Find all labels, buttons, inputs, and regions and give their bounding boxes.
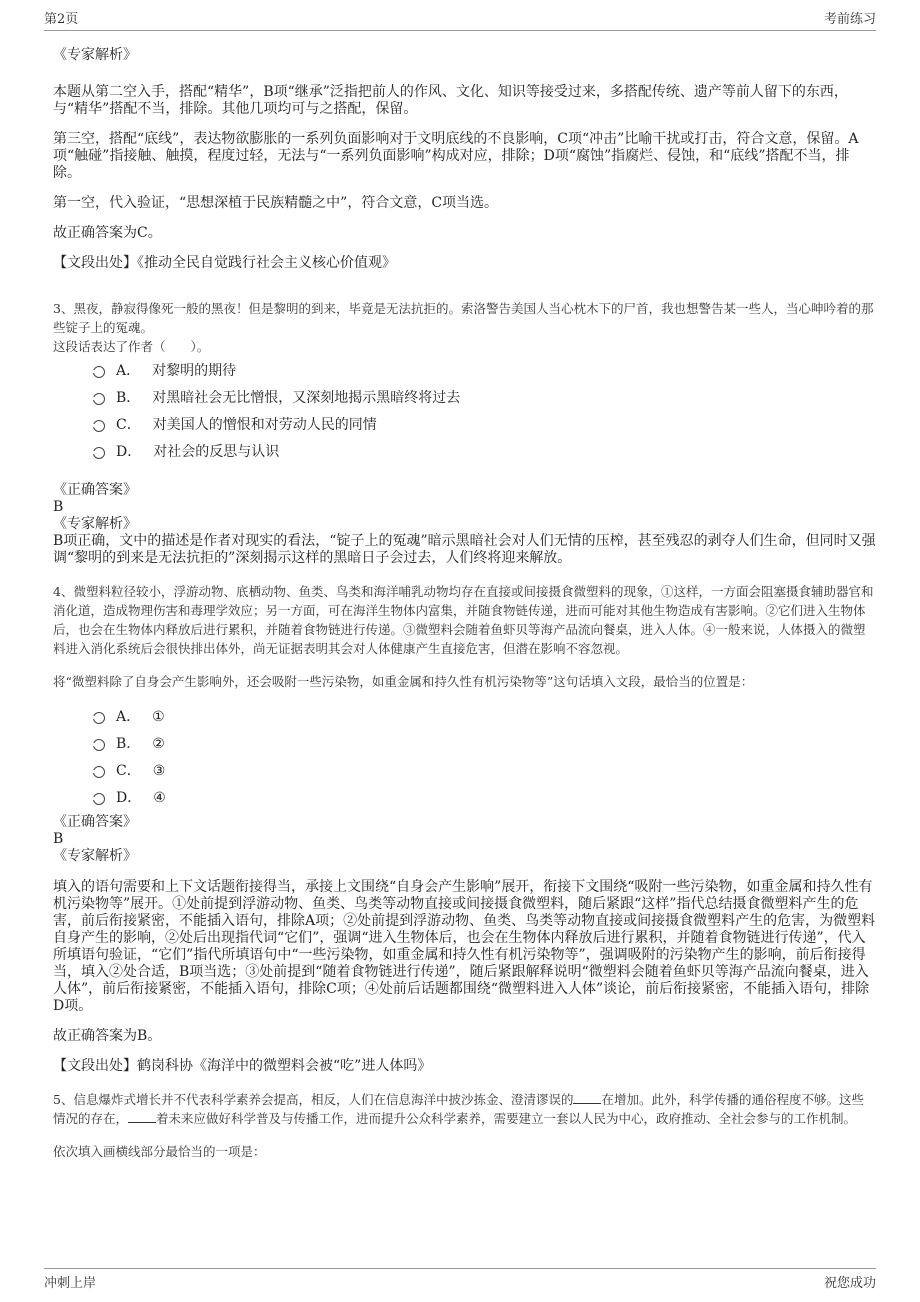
answer-conclusion: 故正确答案为B。 xyxy=(53,1028,162,1044)
page-content xyxy=(53,40,876,1161)
header-title: 考前练习 xyxy=(823,12,876,27)
radio-icon[interactable] xyxy=(93,420,105,432)
radio-icon[interactable] xyxy=(93,366,105,378)
footer-right-text: 祝您成功 xyxy=(823,1276,876,1291)
question-stem: 3、黑夜，静寂得像死一般的黑夜！但是黎明的到来，毕竟是无法抗拒的。索洛警告美国人当心枕木下的尸首，我也想警告某一些人，当心呻吟着的那些锭子上的冤魂。 xyxy=(53,301,874,335)
option-d[interactable]: D． 对社会的反思与认识 xyxy=(53,441,876,468)
option-c[interactable]: C． ③ xyxy=(53,760,876,787)
option-a[interactable]: A． 对黎明的期待 xyxy=(53,360,876,387)
radio-icon[interactable] xyxy=(93,393,105,405)
analysis-paragraph: 填入的语句需要和上下文话题衔接得当，承接上文围绕“自身会产生影响”展开，衔接下文围绕“吸附一些污染物，如重金属和持久性有机污染物等”展开。①处前提到浮游动物、鱼类、鸟类等动物直接或间接摄食微塑料，随后紧跟“这样”指代总结摄食微塑料产生的危害，前后衔接紧密，不能插入语句，排除A项；②处前提到浮游动物、鱼类、鸟类等动物直接或间接摄食微塑料产生的危害，为微塑料自身产生的影响，②处后出现指代词“它们”，强调“进入生物体后，也会在生物体内释放后进行累积，并随着食物链进行传递”，代入所填语句验证，“它们”指代所填语句中“一些污染物，如重金属和持久性有机污染物等”，强调吸附的污染物产生的影响，前后衔接得当，填入②处合适，B项当选；③处前提到“随着食物链进行传递”，随后紧跟解释说明“微塑料会随着鱼虾贝等海产品流向餐桌，进入人体”，前后衔接紧密，不能插入语句，排除C项；④处前后话题都围绕“微塑料进入人体”谈论，前后衔接紧密，不能插入语句，排除D项。 xyxy=(53,879,876,1014)
answer-label: 《正确答案》 xyxy=(53,482,137,498)
option-b[interactable]: B． ② xyxy=(53,733,876,760)
analysis-paragraph: 第一空，代入验证，“思想深植于民族精髓之中”，符合文意，C项当选。 xyxy=(53,195,499,211)
analysis-paragraph: B项正确，文中的描述是作者对现实的看法，“锭子上的冤魂”暗示黑暗社会对人们无情的压榨，甚至残忍的剥夺人们生命，但同时又强调“黎明的到来是无法抗拒的”深刻揭示这样的黑暗日子会过去，人们终将迎来解放。 xyxy=(53,533,876,566)
page-number: 第2页 xyxy=(44,12,79,27)
fill-blank xyxy=(573,1091,601,1104)
expert-label: 《专家解析》 xyxy=(53,516,137,532)
expert-label: 《专家解析》 xyxy=(53,848,137,864)
option-d[interactable]: D． ④ xyxy=(53,787,876,814)
question-ask: 依次填入画横线部分最恰当的一项是： xyxy=(53,1144,266,1159)
expert-label: 《专家解析》 xyxy=(53,47,137,63)
source-citation: 【文段出处】鹤岗科协《海洋中的微塑料会被“吃”进人体吗》 xyxy=(53,1058,432,1074)
radio-icon[interactable] xyxy=(93,793,105,805)
question-stem: 4、微塑料粒径较小，浮游动物、底栖动物、鱼类、鸟类和海洋哺乳动物均存在直接或间接摄食微塑料的现象，①这样，一方面会阻塞摄食辅助器官和消化道，造成物理伤害和毒理学效应；另一方面，可在海洋生物体内富集，并随食物链传递，进而可能对其他生物造成有害影响。②它们进入生物体后，也会在生物体内释放后进行累积，并随着食物链进行传递。③微塑料会随着鱼虾贝等海产品流向餐桌，进入人体。④一般来说，人体摄入的微塑料进入消化系统后会很快排出体外，尚无证据表明其会对人体健康产生直接危害，但潜在影响不容忽视。 xyxy=(53,584,874,656)
option-list xyxy=(53,360,876,468)
option-b[interactable]: B． 对黑暗社会无比憎恨，又深刻地揭示黑暗终将过去 xyxy=(53,387,876,414)
option-list xyxy=(53,706,876,814)
answer-label: 《正确答案》 xyxy=(53,814,137,830)
analysis-paragraph: 本题从第二空入手，搭配“精华”，B项“继承”泛指把前人的作风、文化、知识等接受过来，多搭配传统、遗产等前人留下的东西，与“精华”搭配不当，排除。其他几项均可与之搭配，保留。 xyxy=(53,84,848,117)
question-stem: 5、信息爆炸式增长并不代表科学素养会提高，相反，人们在信息海洋中披沙拣金、澄清谬误的 在增加。此外，科学传播的通俗程度不够。这些情况的存在， 着未来应做好科学普及与传播工作，进而提升公众科学素养，需要建立一套以人民为中心，政府推动、全社会参与的工作机制。 xyxy=(53,1092,864,1126)
option-c[interactable]: C． 对美国人的憎恨和对劳动人民的同情 xyxy=(53,414,876,441)
radio-icon[interactable] xyxy=(93,712,105,724)
answer-value: B xyxy=(53,831,64,847)
answer-value: B xyxy=(53,499,64,515)
radio-icon[interactable] xyxy=(93,766,105,778)
option-a[interactable]: A． ① xyxy=(53,706,876,733)
source-citation: 【文段出处】《推动全民自觉践行社会主义核心价值观》 xyxy=(53,255,396,271)
radio-icon[interactable] xyxy=(93,739,105,751)
radio-icon[interactable] xyxy=(93,447,105,459)
analysis-paragraph: 第三空，搭配“底线”，表达物欲膨胀的一系列负面影响对于文明底线的不良影响，C项“冲击”比喻干扰或打击，符合文意，保留。A项“触碰”指接触、触摸，程度过轻，无法与“一系列负面影响”构成对应，排除；D项“腐蚀”指腐烂、侵蚀，和“底线”搭配不当，排除。 xyxy=(53,131,859,181)
page-header xyxy=(44,8,876,31)
fill-blank xyxy=(128,1110,156,1123)
footer-left-text: 冲刺上岸 xyxy=(44,1276,97,1291)
page-footer xyxy=(44,1268,876,1291)
answer-conclusion: 故正确答案为C。 xyxy=(53,225,162,241)
question-ask: 这段话表达了作者（ ）。 xyxy=(53,339,210,354)
question-ask: 将“微塑料除了自身会产生影响外，还会吸附一些污染物，如重金属和持久性有机污染物等”这句话填入文段，最恰当的位置是： xyxy=(53,674,754,689)
